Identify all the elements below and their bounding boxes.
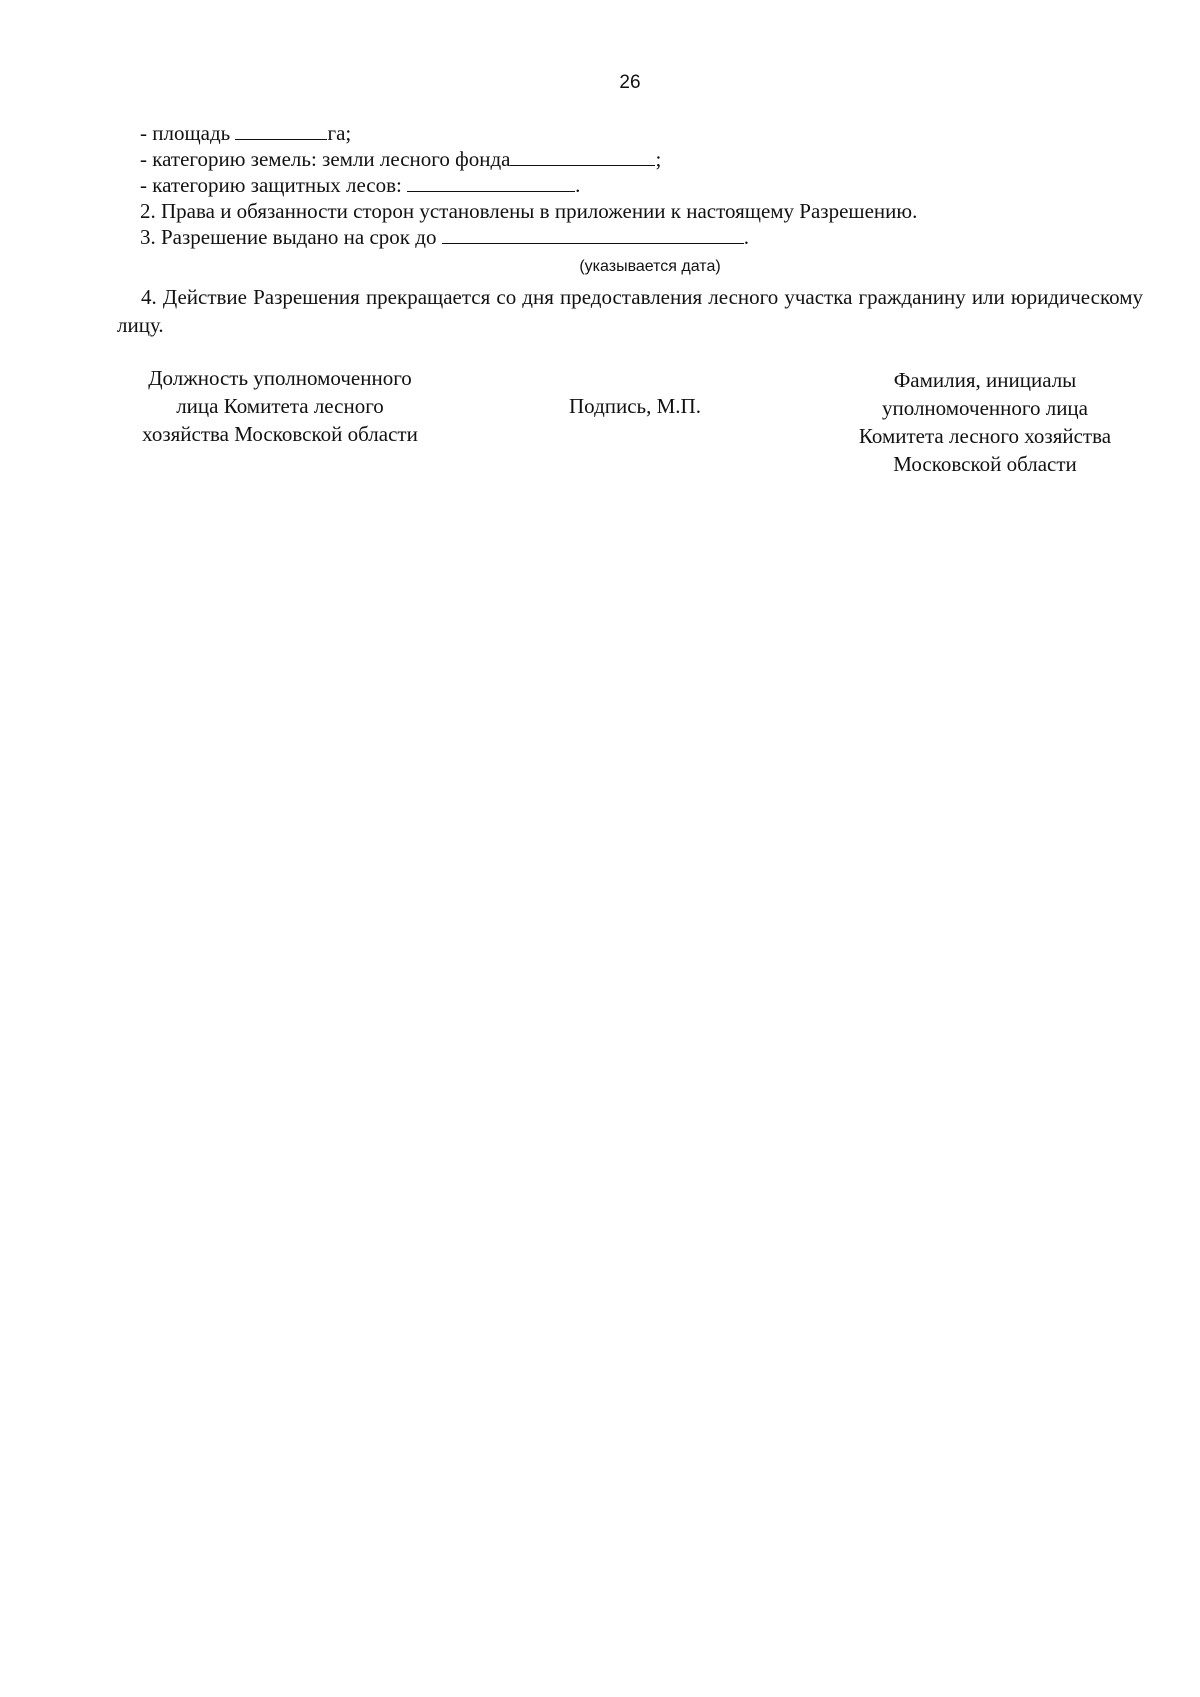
- protective-forest-label: - категорию защитных лесов:: [140, 173, 408, 197]
- clause-3-line: [140, 224, 749, 250]
- clause-3-label: 3. Разрешение выдано на срок до: [140, 225, 442, 249]
- land-category-blank: [510, 147, 655, 166]
- protective-forest-line: [140, 172, 580, 198]
- protective-forest-end: .: [575, 173, 581, 197]
- signature-name: Фамилия, инициалы уполномоченного лица Комитета лесного хозяйства Московской области: [858, 368, 1112, 476]
- area-blank: [235, 121, 327, 140]
- signature-sign: Подпись, М.П.: [569, 394, 701, 418]
- land-category-end: ;: [655, 147, 662, 171]
- land-category-label: - категорию земель: земли лесного фонда: [140, 147, 511, 171]
- protective-forest-blank: [407, 173, 575, 192]
- term-blank: [442, 225, 744, 244]
- page-number: 26: [619, 72, 641, 93]
- clause-4: 4. Действие Разрешения прекращается со дня предоставления лесного участка гражданину или юридическому лицу.: [117, 285, 1143, 337]
- clause-2: 2. Права и обязанности сторон установлены в приложении к настоящему Разрешению.: [140, 199, 918, 223]
- area-unit: га;: [327, 121, 352, 145]
- clause-3-end: .: [743, 225, 749, 249]
- land-category-line: [140, 146, 661, 172]
- area-label: - площадь: [140, 121, 236, 145]
- signature-position: Должность уполномоченного лица Комитета лесного хозяйства Московской области: [142, 366, 418, 446]
- area-line: [140, 120, 351, 146]
- date-caption: (указывается дата): [579, 258, 721, 275]
